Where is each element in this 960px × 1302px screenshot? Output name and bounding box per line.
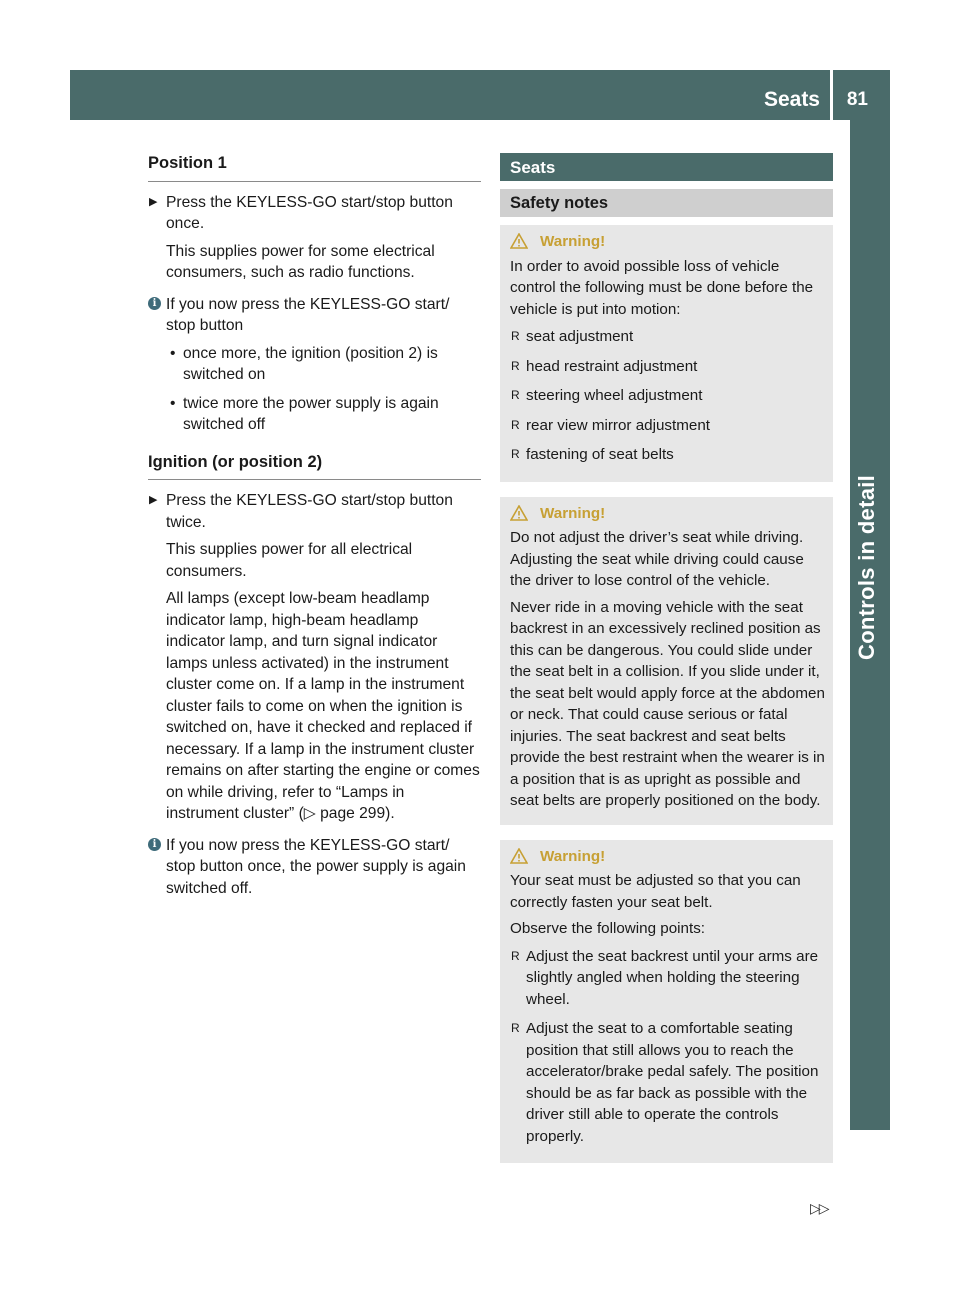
- list-item-text: seat adjustment: [526, 328, 634, 345]
- warning-label: Warning!: [540, 233, 606, 250]
- step-arrow-icon: ▶: [149, 195, 158, 208]
- warning-title: [510, 231, 827, 253]
- instruction-step: [148, 192, 481, 284]
- list-item-text: Adjust the seat backrest until your arms are slightly angled when holding the steering wheel.: [526, 947, 819, 1008]
- list-item-text: steering wheel adjustment: [526, 387, 703, 404]
- info-icon: i: [148, 297, 161, 310]
- section-heading-seats: Seats: [500, 153, 833, 181]
- warning-text: In order to avoid possible loss of vehicle control the following must be done before the vehicle is put into motion:: [510, 257, 814, 318]
- warning-box: [500, 497, 833, 825]
- page-header-bar: [70, 70, 890, 120]
- step-arrow-icon: ▶: [149, 494, 158, 506]
- warning-triangle-icon: [510, 233, 528, 249]
- list-item-text: Adjust the seat to a comfortable seating position that still allows you to reach the accelerator/brake pedal safely. The position should be as far back as possible with the driver still able to operate the controls properly.: [526, 1020, 819, 1145]
- section-heading-ignition: Ignition (or position 2): [148, 452, 481, 481]
- warning-label: Warning!: [540, 847, 606, 865]
- step-detail: This supplies power for all electrical consumers.: [166, 541, 413, 580]
- list-item-text: rear view mirror adjustment: [526, 416, 710, 434]
- warning-triangle-icon: [510, 505, 528, 521]
- header-divider: [830, 70, 833, 120]
- warning-text: Your seat must be adjusted so that you can correctly fasten your seat belt.: [510, 872, 801, 911]
- left-column: [148, 153, 481, 909]
- continue-arrows-icon: ▷▷: [810, 1200, 828, 1216]
- list-item: [510, 326, 827, 348]
- info-note: [148, 294, 481, 436]
- right-column: [500, 153, 833, 1178]
- step-text: Press the KEYLESS-GO start/stop button once.: [166, 193, 453, 232]
- warning-text: Do not adjust the driver’s seat while driving. Adjusting the seat while driving could cause the driver to lose control of the vehicle.: [510, 529, 804, 589]
- warning-title: [510, 846, 827, 868]
- list-item: [510, 356, 827, 378]
- info-icon: i: [148, 838, 161, 851]
- chapter-label: Controls in detail: [854, 474, 879, 660]
- list-item: [166, 393, 481, 436]
- step-paragraph: All lamps (except low-beam headlamp indicator lamp, high-beam headlamp indicator lamp, and turn signal indicator lamps unless activated) in the instrument cluster come on. If a lamp in the instrument cluster fails to come on when the ignition is switched on, have it checked and replaced if necessary. If a lamp in the instrument cluster remains on after starting the engine or comes on while driving, refer to “Lamps in instrument cluster” (▷ page 299).: [166, 590, 480, 822]
- chapter-marker: [850, 253, 890, 293]
- warning-box: [500, 225, 833, 482]
- step-text: Press the KEYLESS-GO start/stop button twice.: [166, 492, 453, 531]
- info-text: If you now press the KEYLESS-GO start/ stop button once, the power supply is again switched off.: [166, 836, 466, 897]
- warning-text: Observe the following points:: [510, 920, 706, 937]
- page-number: 81: [846, 89, 868, 110]
- subsection-heading-safety-notes: Safety notes: [500, 189, 833, 217]
- warning-label: Warning!: [540, 504, 606, 522]
- info-note: [148, 835, 481, 900]
- step-detail: This supplies power for some electrical consumers, such as radio functions.: [166, 242, 435, 281]
- warning-box: [500, 840, 833, 1164]
- list-item: [510, 385, 827, 407]
- warning-bullet-list: [510, 326, 827, 466]
- list-item: [510, 1018, 827, 1147]
- warning-bullet-list: [510, 946, 827, 1148]
- chapter-side-tab: [850, 120, 890, 1130]
- info-text: If you now press the KEYLESS-GO start/ stop button: [166, 295, 450, 334]
- list-item: [510, 946, 827, 1011]
- list-item-text: head restraint adjustment: [526, 357, 698, 375]
- warning-title: [510, 503, 827, 525]
- list-item-text: once more, the ignition (position 2) is switched on: [183, 344, 438, 383]
- list-item: [166, 343, 481, 386]
- warning-text: Never ride in a moving vehicle with the seat backrest in an excessively reclined position as this can be dangerous. You could slide under the seat belt in a collision. If you slide under it, the seat belt would apply force at the abdomen or neck. That could cause serious or fatal injuries. The seat backrest and seat belts provide the best restraint when the wearer is in a position that is as upright as possible and seat belts are properly positioned on the body.: [510, 598, 825, 809]
- warning-triangle-icon: [510, 848, 528, 864]
- list-item: [510, 415, 827, 437]
- section-heading-position1: Position 1: [148, 153, 481, 182]
- list-item-text: twice more the power supply is again switched off: [183, 394, 439, 433]
- list-item: [510, 444, 827, 466]
- list-item-text: fastening of seat belts: [526, 446, 674, 463]
- instruction-step: [148, 490, 481, 825]
- info-bullet-list: [166, 343, 481, 436]
- header-section-title: Seats: [763, 88, 820, 111]
